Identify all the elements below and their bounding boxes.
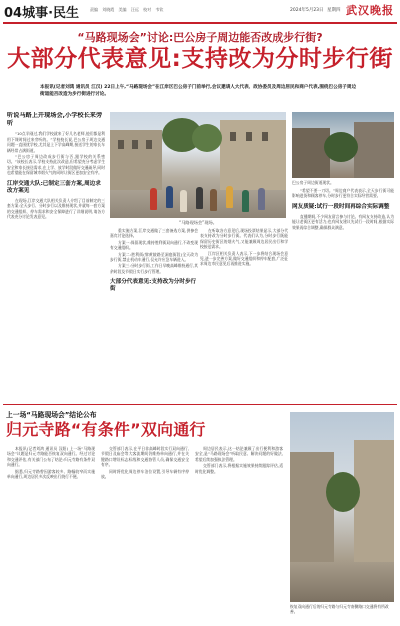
photo-building (220, 120, 286, 190)
bottom-body-3 (195, 446, 283, 474)
photo-tree (192, 124, 222, 152)
paragraph: 周边居民表示,这一结论兼顾了出行便利和游客安全,是“马路现场会”听取民意、解决问题的好做法,希望后续加强执法管理。 (195, 446, 283, 462)
right-body (292, 188, 394, 199)
bottom-column-3 (195, 446, 283, 620)
left-body (7, 131, 105, 175)
paragraph: “10点半刚过,我们学校就来了好几名老师,他们都是利用下课时间过来旁听的。”学校校长说,巴公房子周边交通问题一直困扰学校,尤其是上下学高峰期,接送学生的家长车辆经常占满街道。 (7, 131, 105, 153)
photo-person (258, 188, 265, 210)
paragraph: 直播期间,不少网友留言参与讨论。有网友支持改造,认为能让老街区更有活力;也有网友建议先试行一段时间,根据实际效果再综合调整,确保群众满意。 (292, 214, 394, 230)
bottom-column-2 (101, 446, 189, 620)
bottom-story-kicker: 上一场“马路现场会”结论公布 (6, 411, 97, 419)
paragraph: 在现场,江岸交通大队相关负责人介绍了目前制定的三套方案:全天步行、分时步行以及维持现状,并就每一套方案的交通组织、停车需求和安全保障进行了详细说明,请各方代表充分讨论发表意见。 (7, 198, 105, 220)
paragraph: “希望不要一刀切。”周边商户代表表示,全天步行街可能影响进货和顾客停车,分时步行更符合实际经营需要。 (292, 188, 394, 199)
photo-window (262, 132, 268, 141)
photo-building (290, 452, 334, 562)
photo-tree (326, 472, 360, 512)
side-photo-caption: 巴公房子周边街道现状。 (292, 180, 334, 185)
photo-person (180, 190, 187, 212)
left-inner-head: 江岸交通大队:已制定三套方案,周边求改方案见 (7, 180, 101, 194)
editor-credits: 责编 刘晓霞 美编 汪远 校对 韦钦 (90, 7, 164, 12)
middle-column-1 (110, 228, 198, 400)
photo-window (230, 132, 236, 141)
photo-building (354, 122, 394, 178)
photo-person (242, 190, 249, 212)
bottom-body-1 (7, 446, 95, 479)
header-rule (3, 22, 397, 24)
newspaper-logo: 武汉晚报 (346, 4, 394, 17)
photo-tree (324, 132, 358, 162)
middle-inner-head: 大部分代表意见:支持改为分时步行街 (110, 279, 197, 293)
paragraph: 交管部门表示,将根据实施效果持续跟踪评估,适时优化调整。 (195, 463, 283, 474)
top-story-lead: 本报讯(记者刘鸿 通讯员 江汉) 22日上午,“马路现场会”在江岸区巴公房子门前举行,会议邀请人大代表、政协委员及周边居民和商户代表,围绕巴公房子周边街道能否改造为步行街进行讨论。 (40, 85, 357, 98)
photo-building (110, 130, 162, 190)
side-photo (292, 112, 394, 178)
photo-window (246, 132, 252, 141)
bottom-body-2 (101, 446, 189, 479)
photo-person (150, 188, 157, 210)
photo-window (146, 140, 152, 149)
photo-person (196, 187, 203, 209)
middle-body-2 (200, 228, 288, 267)
paragraph: 本报讯(记者刘鸿 通讯员 汉阳) 上一场“马路现场会”议题是归元寺路能否恢复双向通行。经过讨论和交通评估,有关部门公布了结论:归元寺路有条件双向通行。 (7, 446, 95, 468)
top-story-headline: 大部分代表意见:支持改为分时步行街 (7, 46, 393, 72)
section-title: 04城事·民生 (4, 6, 80, 21)
left-body-2 (7, 198, 105, 220)
top-story-kicker: “马路现场会”讨论:巴公房子周边能否改成步行街? (77, 31, 323, 44)
paragraph: 方案二:胜利街(黎黄陂路至洞庭街段)全天改为步行街,禁止机动车通行,仅允许应急车辆进入。 (110, 251, 198, 263)
photo-building (354, 440, 394, 562)
paragraph: “巴公房子周边改成步行街与否,跟学校的关系密切。”该校长表示,学校支持此次改造,但希望充分考虑学生安全和家长接送需求,在上学、放学时段做好交通疏导,同时也希望能在保留城市烟火气的同时让街区更加安全有序。 (7, 154, 105, 176)
publication-date: 2024年5月23日 星期四 (290, 8, 341, 13)
paragraph: 方案一:保留现状,维持胜利街双向通行,不改变现有交通组织。 (110, 239, 198, 251)
photo-window (118, 140, 124, 149)
photo-building (292, 128, 330, 178)
photo-person (226, 186, 233, 208)
paragraph: 在听取各方意见后,现场投票结果显示,大部分代表支持改为分时步行街。代表们认为,分时步行既能保留历史街区的烟火气,又能兼顾周边居民出行和学校接送需求。 (200, 228, 288, 250)
photo-person (210, 189, 217, 211)
bottom-photo-caption: 恢复双向通行后的归元寺路与归元寺南侧路口交通将有所改善。 (290, 604, 389, 614)
masthead (0, 0, 400, 22)
section-divider (3, 404, 397, 405)
paragraph: 方案三:分时步行街,工作日早晚高峰维持通行,其余时段及节假日实行步行管理。 (110, 263, 198, 274)
main-photo-caption: “马路现场会”现场。 (179, 220, 217, 225)
middle-column-2 (200, 228, 288, 400)
paragraph: 重实施方案,江岸交通做了三套备选方案,供参会嘉宾讨论选择。 (110, 228, 198, 239)
bottom-column-1 (7, 446, 95, 620)
bottom-photo (290, 412, 394, 602)
right-column (292, 112, 394, 400)
left-column (7, 112, 105, 400)
right-body-2 (292, 214, 394, 230)
photo-window (132, 140, 138, 149)
middle-body-1 (110, 228, 198, 274)
paragraph: 同时将优化周边停车泊位设置,引导车辆有序停放。 (101, 468, 189, 480)
photo-person (166, 186, 173, 208)
paragraph: 交管部门表示,在平日非高峰时段实行双向通行,节假日及庙会等大客流期间仍维持单向通行,并在关键路口增设标志标线和交通协管人员,确保交通安全有序。 (101, 446, 189, 468)
paragraph: 江岸区相关负责人表示,下一步将结合现场会意见,进一步完善方案,做好交通组织和停车配套,广泛征求周边市民意见后再推进实施。 (200, 250, 288, 267)
paragraph: 据悉,归元寺路曾因游客较多、路幅较窄而实施单向通行,周边居民多次反映出行绕行不便。 (7, 468, 95, 480)
bottom-story-headline: 归元寺路“有条件”双向通行 (6, 420, 206, 439)
right-inner-head: 网友质疑:试行一段时间再综合实际调整 (292, 203, 390, 210)
left-subhead: 听说马路上开现场会,小学校长来旁听 (7, 112, 103, 128)
main-photo (110, 112, 286, 218)
